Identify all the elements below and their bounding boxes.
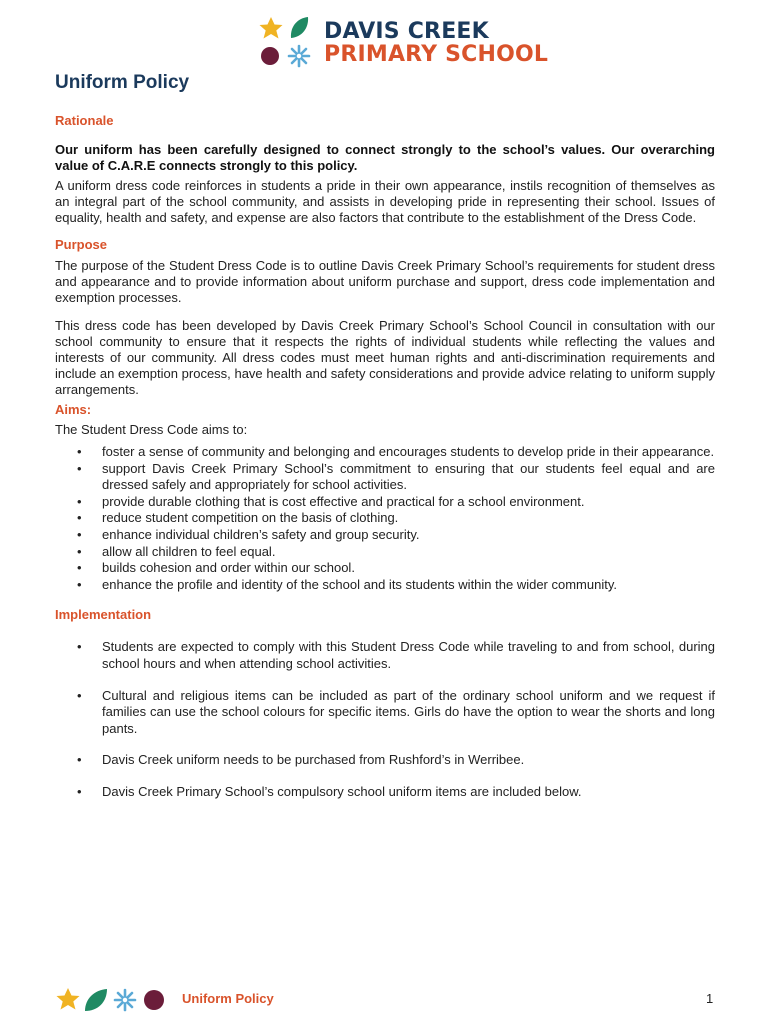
aims-list-item: • reduce student competition on the basis of clothing.	[55, 510, 715, 527]
aims-list-item: • allow all children to feel equal.	[55, 544, 715, 561]
implementation-heading: Implementation	[55, 607, 152, 623]
rationale-body: A uniform dress code reinforces in students a pride in their own appearance, instils recognition of themselves as an integral part of the school community, and assists in developing pride in representing their school. Issues of equality, health and safety, and expense are also factors that contribute to the establishment of the Dress Code.	[55, 178, 715, 225]
implementation-list-item: • Students are expected to comply with this Student Dress Code while traveling to and from school, during school hours and when attending school activities.	[55, 639, 715, 672]
logo-emblem-icon	[258, 14, 318, 70]
implementation-list	[55, 639, 715, 800]
aims-list-item: • enhance the profile and identity of the school and its students within the wider community.	[55, 577, 715, 594]
implementation-list-item: • Cultural and religious items can be included as part of the ordinary school uniform and we request if families can use the school colours for specific items. Girls do have the option to wear the shorts and long pants.	[55, 688, 715, 738]
rationale-lead: Our uniform has been carefully designed to connect strongly to the school’s values. Our overarching value of C.A.R.E connects strongly to this policy.	[55, 142, 715, 173]
aims-list-item: • enhance individual children’s safety and group security.	[55, 527, 715, 544]
aims-heading: Aims:	[55, 402, 92, 417]
page-number: 1	[706, 991, 714, 1006]
leaf-icon	[291, 17, 308, 38]
logo-line-2: PRIMARY SCHOOL	[324, 42, 549, 67]
footer-emblem-icon	[54, 986, 166, 1014]
logo-line-1: DAVIS CREEK	[324, 19, 489, 44]
aims-list	[55, 444, 715, 593]
leaf-icon	[85, 989, 107, 1011]
aims-intro: The Student Dress Code aims to:	[55, 422, 248, 437]
rationale-heading: Rationale	[55, 113, 114, 128]
aims-list-item: • foster a sense of community and belonging and encourages students to develop pride in their appearance.	[55, 444, 715, 461]
document-body	[55, 113, 715, 816]
purpose-paragraph-1: The purpose of the Student Dress Code is to outline Davis Creek Primary School’s requirements for student dress and appearance and to provide information about uniform purchase and support, dress code implementation and exemption processes.	[55, 258, 715, 305]
purpose-heading: Purpose	[55, 237, 108, 252]
aims-list-item: • support Davis Creek Primary School’s commitment to ensuring that our students feel equal and are dressed safely and appropriately for school activities.	[55, 461, 715, 494]
page-title: Uniform Policy	[55, 72, 190, 93]
implementation-list-item: • Davis Creek Primary School’s compulsory school uniform items are included below.	[55, 784, 715, 801]
star-icon	[57, 988, 80, 1010]
implementation-list-item: • Davis Creek uniform needs to be purchased from Rushford’s in Werribee.	[55, 752, 715, 769]
star-icon	[260, 17, 283, 39]
purpose-paragraph-2: This dress code has been developed by Davis Creek Primary School’s School Council in consultation with our school community to ensure that it respects the rights of individual students while reflecting the values and interests of our community. All dress codes must meet human rights and anti-discrimination requirements and include an exemption process, have health and safety considerations and provide advice relating to uniform supply arrangements.	[55, 318, 715, 397]
aims-list-item: • provide durable clothing that is cost effective and practical for a school environment.	[55, 494, 715, 511]
berry-icon	[261, 47, 279, 65]
footer-label: Uniform Policy	[182, 991, 274, 1006]
aims-list-item: • builds cohesion and order within our school.	[55, 560, 715, 577]
berry-icon	[144, 990, 164, 1010]
school-logo	[258, 14, 558, 70]
